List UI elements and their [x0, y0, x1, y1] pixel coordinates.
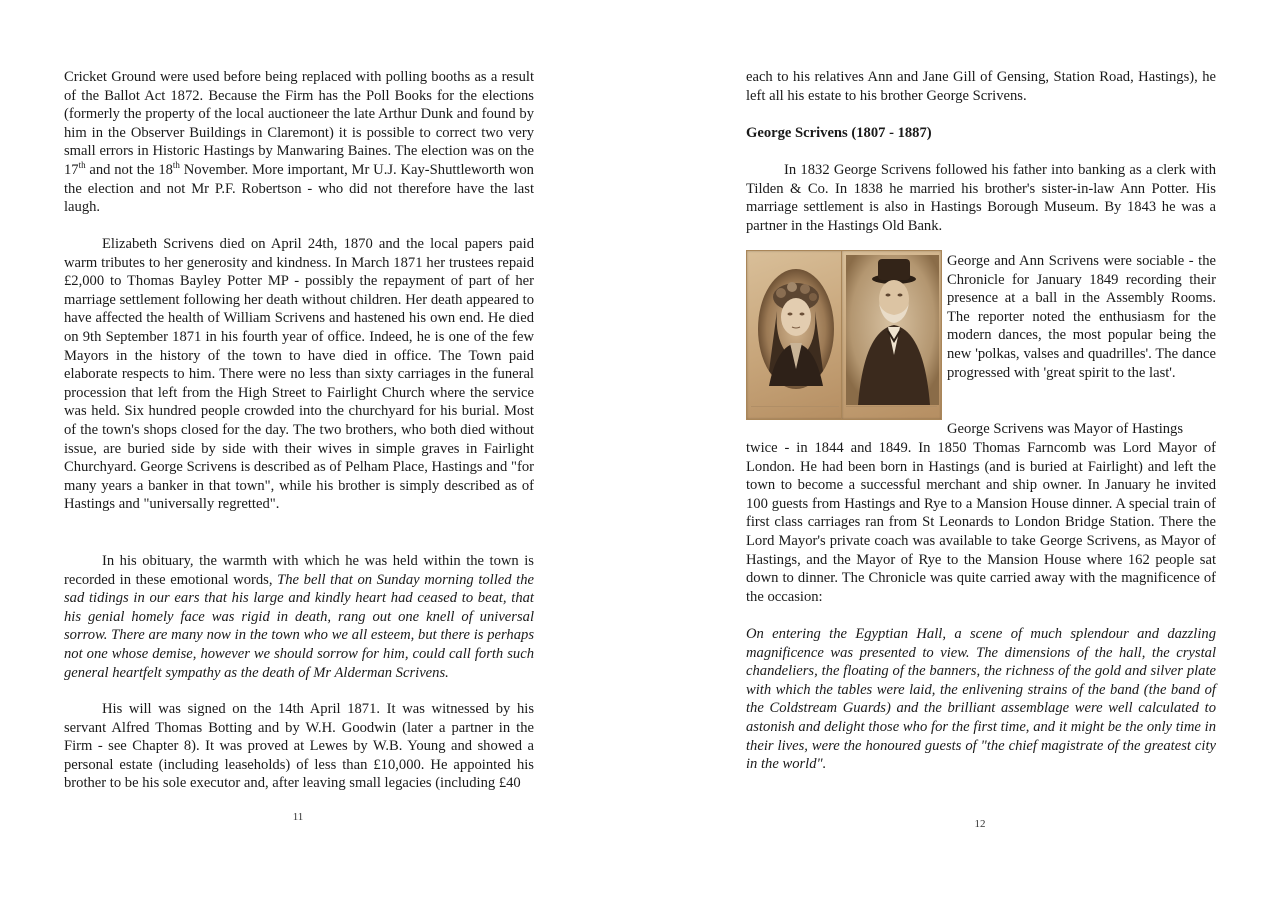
- portrait-card-woman: [746, 250, 844, 420]
- chronicle-quote: On entering the Egyptian Hall, a scene of much splendour and dazzling magnificence was presented to view. The dimensions of the hall, the crystal chandeliers, the floating of the banners, the richness of the gold and silver plate with which the tables were laid, the enlivening strains of the band (the band of the Coldstream Guards) and the brilliant assemblage were well calculated to astonish and delight those who for the first time, and it might be the only time in their lives, were the honoured guests of "the chief magistrate of the greatest city in the world".: [746, 626, 1216, 773]
- right-paragraph-4-lead: George Scrivens was Mayor of Hastings: [947, 421, 1184, 437]
- card-strip-left: [751, 406, 839, 416]
- page-number-left: 11: [292, 811, 304, 823]
- left-paragraph-1: Cricket Ground were used before being replaced with polling booths as a result of the Ballot Act 1872. Because the Firm has the Poll Books for the elections (formerly the property of the local auctioneer the late Arthur Dunk and found by him in the Observer Buildings in Claremont) it is possible to correct two very small errors in Historic Hastings by Manwaring Baines. The election was on the 17th and not the 18th November. More important, Mr U.J. Kay-Shuttleworth won the election and not Mr P.F. Robertson - who did not therefore have the last laugh.: [64, 69, 534, 216]
- left-page: [64, 0, 534, 906]
- right-paragraph-4: twice - in 1844 and 1849. In 1850 Thomas Farncomb was Lord Mayor of London. He had been born in Hastings (and is buried at Fairlight) and left the town to become a successful merchant and ship owner. In January he invited 100 guests from Hastings and Rye to a Mansion House dinner. A special train of first class carriages ran from St Leonards to London Bridge Station. There the Lord Mayor's private coach was available to take George Scrivens, as Mayor of Hastings, and the Mayor of Rye to the Mansion House where 162 people sat down to dinner. The Chronicle was quite carried away with the magnificence of the occasion:: [746, 440, 1216, 605]
- man-portrait-image: [842, 251, 943, 421]
- left-paragraph-3: [64, 552, 534, 682]
- page-number-right: 12: [974, 818, 986, 830]
- left-paragraph-4: His will was signed on the 14th April 1871. It was witnessed by his servant Alfred Thomas Botting and by W.H. Goodwin (later a partner in the Firm - see Chapter 8). It was proved at Lewes by W.B. Young and showed a personal estate (including leaseholds) of less than £10,000. He appointed his brother to be his sole executor and, after leaving small legacies (including £40: [64, 701, 534, 792]
- portrait-card-man: [841, 250, 942, 420]
- portrait-photograph: [746, 250, 942, 420]
- section-heading: George Scrivens (1807 - 1887): [746, 125, 932, 141]
- right-page: [746, 0, 1216, 906]
- woman-portrait-image: [747, 251, 845, 421]
- obituary-intro: In his obituary, the warmth with which he was held within the town is recorded in these emotional words,: [64, 553, 534, 588]
- card-strip-right: [846, 406, 937, 416]
- obituary-quote: The bell that on Sunday morning tolled the sad tidings in our ears that his large and kindly heart had ceased to beat, that his genial homely face was rigid in death, rang out one knell of universal sorrow. There are many now in the town who we all esteem, but there is perhaps not one whose demise, however we should sorrow for him, could call forth such general heartfelt sympathy as the death of Mr Alderman Scrivens.: [64, 571, 534, 681]
- left-paragraph-2: Elizabeth Scrivens died on April 24th, 1870 and the local papers paid warm tributes to her generosity and kindness. In March 1871 her trustees repaid £2,000 to Thomas Bayley Potter MP - possibly the repayment of part of her marriage settlement following her death without children. Her death appeared to have affected the health of William Scrivens and hastened his own end. He died on 9th September 1871 in his fourth year of office. Indeed, he is one of the few Mayors in the history of the town to have died in office. The Town paid elaborate respects to him. There were no less than sixty carriages in the funeral procession that left from the High Street to Fairlight Church where the service was held. Six hundred people crowded into the churchyard for his burial. Most of the town's shops closed for the day. The two brothers, who both died without issue, are buried side by side with their wives in simple graves in Fairlight Churchyard. George Scrivens is described as of Pelham Place, Hastings and "for many years a banker in that town", while his brother is simply described as of Hastings and "universally regretted".: [64, 236, 534, 513]
- right-paragraph-3: George and Ann Scrivens were sociable - the Chronicle for January 1849 recording their presence at a ball in the Assembly Rooms. The reporter noted the enthusiasm for the modern dances, the most popular being the new 'polkas, valses and quadrilles'. The dance progressed with 'great spirit to the last'.: [947, 253, 1216, 381]
- right-paragraph-2: In 1832 George Scrivens followed his father into banking as a clerk with Tilden & Co. In 1838 he married his brother's sister-in-law Ann Potter. His marriage settlement is also in Hastings Borough Museum. By 1843 he was a partner in the Hastings Old Bank.: [746, 162, 1216, 234]
- right-paragraph-1: each to his relatives Ann and Jane Gill of Gensing, Station Road, Hastings), he left all his estate to his brother George Scrivens.: [746, 69, 1216, 104]
